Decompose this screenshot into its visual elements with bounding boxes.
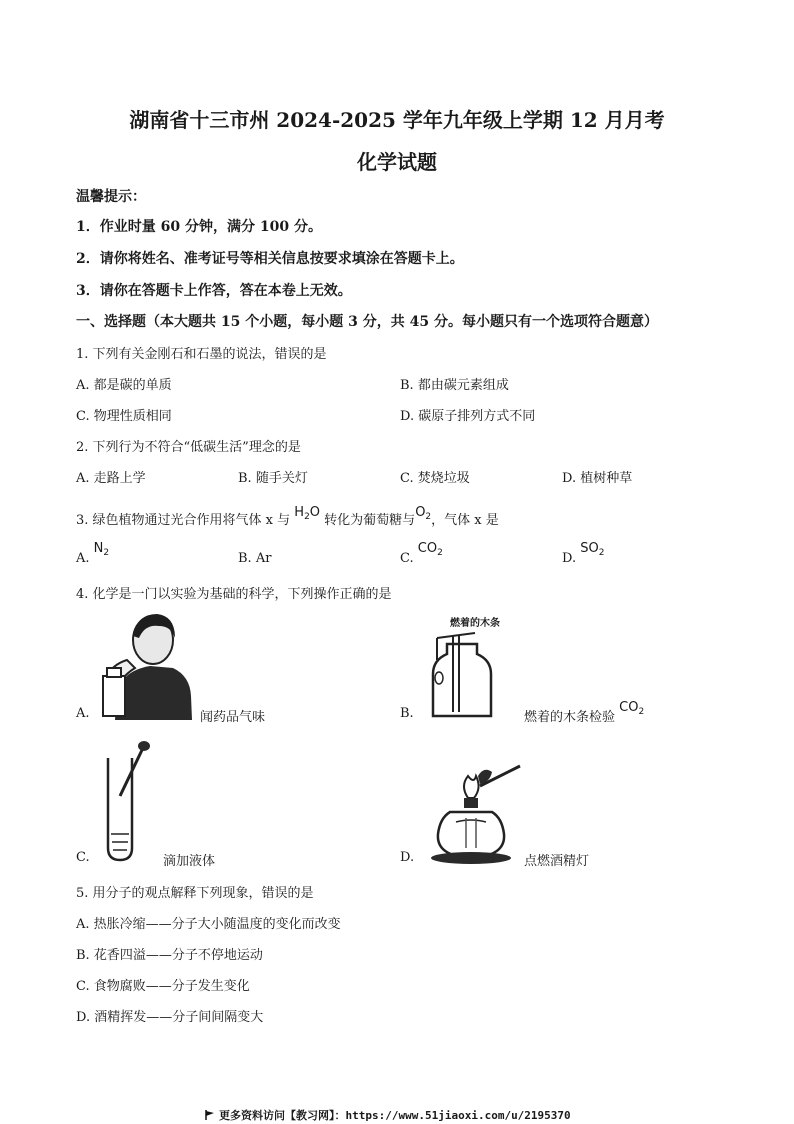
q2-option-b: B. 随手关灯 [238,471,308,486]
alcohol-lamp-figure [420,762,530,866]
footer[interactable] [205,1107,571,1123]
q5-stem: 5. 用分子的观点解释下列现象，错误的是 [76,886,314,901]
q5-option-a: A. 热胀冷缩——分子大小随温度的变化而改变 [76,917,341,932]
q2-option-c: C. 焚烧垃圾 [400,471,470,486]
test-tube-dropper-figure [100,738,160,864]
q3-option-d: D. $SO_2$ [562,541,605,566]
q4-option-c-caption: 滴加液体 [163,854,216,869]
footer-link[interactable]: 更多资料访问【教习网】：https://www.51jiaoxi.com/u/2195370 [219,1109,571,1122]
co2-formula: $CO_2$ [417,541,443,558]
q4-option-c-label: C. [76,850,90,865]
q4-option-b-caption: 燃着的木条检验 $CO_2$ [524,700,645,725]
q4-option-d-label: D. [400,850,415,865]
q2-option-d: D. 植树种草 [562,471,633,486]
o2-formula: $O_2$ [415,505,432,522]
q3-stem [76,505,499,530]
q4-option-a-label: A. [76,706,90,721]
q4-option-a-caption: 闻药品气味 [200,710,266,725]
q3-option-a: A. $N_2$ [76,541,110,566]
q5-option-b: B. 花香四溢——分子不停地运动 [76,948,263,963]
q1-option-c: C. 物理性质相同 [76,409,172,424]
q3-stem-part2: 转化为葡萄糖与 [324,513,416,528]
h2o-formula: $H_2O$ [294,505,321,522]
burning-stick-label: 燃着的木条 [450,618,500,629]
gas-bottle-figure [425,630,505,718]
q5-option-c: C. 食物腐败——分子发生变化 [76,979,250,994]
tip-item: 1．作业时量 60 分钟，满分 100 分。 [76,219,322,235]
q3-option-c: C. $CO_2$ [400,541,443,566]
co2-formula: $CO_2$ [619,700,645,717]
q3-stem-part1: 3. 绿色植物通过光合作用将气体 x 与 [76,513,291,528]
tip-item: 2．请你将姓名、准考证号等相关信息按要求填涂在答题卡上。 [76,251,464,267]
tip-item: 3．请你在答题卡上作答，答在本卷上无效。 [76,283,352,299]
q4-stem: 4. 化学是一门以实验为基础的科学，下列操作正确的是 [76,587,392,602]
q1-option-b: B. 都由碳元素组成 [400,378,509,393]
q4-option-d-caption: 点燃酒精灯 [524,854,590,869]
exam-subtitle: 化学试题 [357,150,437,174]
q4-option-b-label: B. [400,706,414,721]
q2-stem: 2. 下列行为不符合“低碳生活”理念的是 [76,440,301,455]
q3-option-b: B. Ar [238,551,272,566]
smelling-chemical-figure [95,608,195,720]
flag-icon [205,1110,215,1120]
tips-heading: 温馨提示： [76,189,146,205]
q1-stem: 1. 下列有关金刚石和石墨的说法，错误的是 [76,347,327,362]
q3-stem-part3: ，气体 x 是 [431,513,499,528]
section-heading: 一、选择题（本大题共 15 个小题，每小题 3 分，共 45 分。每小题只有一个选项符合题意） [76,314,658,330]
q1-option-a: A. 都是碳的单质 [76,378,172,393]
q5-option-d: D. 酒精挥发——分子间间隔变大 [76,1010,264,1025]
q1-option-d: D. 碳原子排列方式不同 [400,409,536,424]
exam-title: 湖南省十三市州 2024-2025 学年九年级上学期 12 月月考 [129,108,665,132]
so2-formula: $SO_2$ [580,541,605,558]
q2-option-a: A. 走路上学 [76,471,146,486]
n2-formula: $N_2$ [93,541,110,558]
